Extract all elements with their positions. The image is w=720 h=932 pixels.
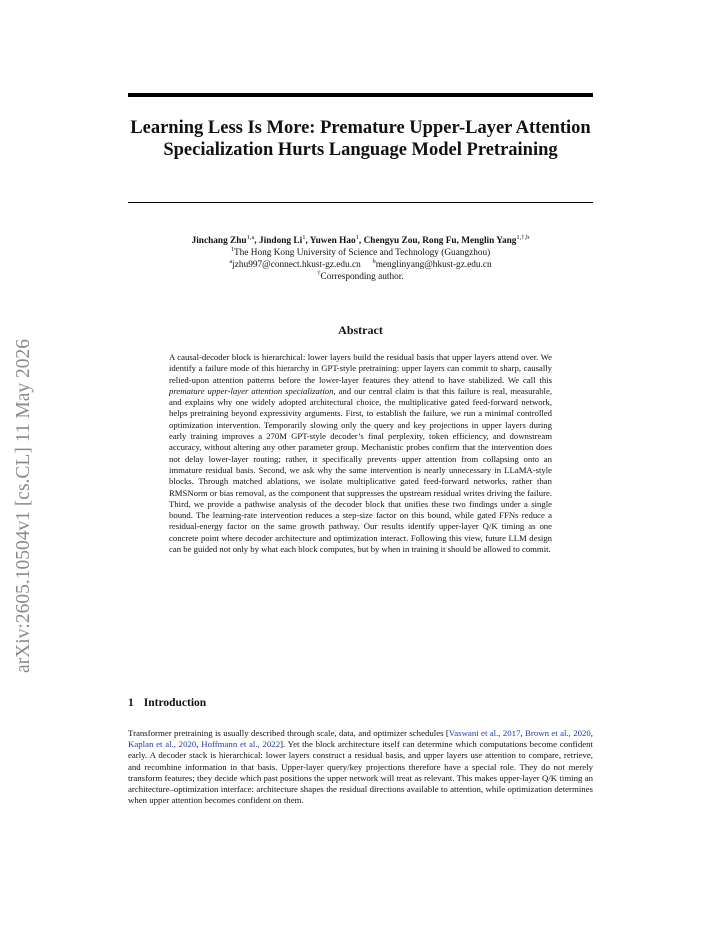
author-name: Chengyu Zou <box>363 236 418 246</box>
abstract-text: , and our central claim is that this failure is real, measurable, and explains why one widely adopted architectural choice, the multiplicative gated feed-forward network, helps pretraining beyond expressivity arguments. First, to establish the failure, we run a minimal controlled optimization intervention. Temporarily slowing only the query and key projections in upper layers during early training improves a 270M GPT-style decoder’s final perplexity, token efficiency, and downstream accuracy, without altering any other parameter group. Mechanistic probes confirm that the intervention does not delay lower-layer routing; rather, it specifically prevents upper attention from collapsing onto an immature residual basis. Second, we ask why the same intervention is nearly unnecessary in LLaMA-style blocks. Through matched ablations, we isolate multiplicative gated feed-forward networks, rather than RMSNorm or bias removal, as the component that suppresses the upstream residual writes driving the failure. Third, we provide a pathwise analysis of the decoder block that unifies these two findings under a single bound. The learning-rate intervention reduces a step-size factor on this bound, while gated FFNs reduce a residual-energy factor on the same growth pathway. Our results identify upper-layer Q/K timing as one concrete point where decoder architecture and optimization interact. Following this view, future LLM design can be guided not only by what each block computes, but by when in training it should be allowed to commit. <box>169 385 552 555</box>
corresponding-text: Corresponding author. <box>320 272 404 282</box>
title-bottom-rule <box>128 202 593 203</box>
intro-text: Transformer pretraining is usually described through scale, data, and optimizer schedules [ <box>128 728 449 738</box>
author-block <box>128 235 593 283</box>
title-top-rule <box>128 93 593 97</box>
section-number: 1 <box>128 697 134 709</box>
abstract-text: A causal-decoder block is hierarchical: lower layers build the residual basis that upper layers attend over. We identify a failure mode of this hierarchy in GPT-style pretraining: upper layers can commit to sharp, causally relied-upon attention patterns before the lower-layer features they attend to have stabilized. We call this <box>169 352 552 385</box>
author-marker: 1,a <box>246 233 255 241</box>
author-marker: 1 <box>302 233 306 241</box>
corresponding-marker: † <box>317 269 321 277</box>
author-name: Jinchang Zhu <box>191 236 247 246</box>
email-address: menglinyang@hkust-gz.edu.cn <box>375 260 492 270</box>
affiliation-text: The Hong Kong University of Science and Technology (Guangzhou) <box>233 248 491 258</box>
citation-link[interactable]: Hoffmann et al., 2022 <box>201 739 281 750</box>
section-heading-introduction <box>128 697 593 709</box>
intro-text: ]. Yet the block architecture itself can determine which computations become confident early. A decoder stack is hierarchical: lower layers construct a residual basis, and upper layers use attention to compare, retrieve, and recombine information in that basis. Upper-layer query/key projections therefore have a special role. They do not merely transform features; they decide which past positions the upper network will treat as relevant. This makes upper-layer Q/K timing an architecture–optimization interface: architecture shapes the residual directions available to attention, while optimization determines when upper attention becomes confident on them. <box>128 739 593 806</box>
citation-link[interactable]: Vaswani et al., 2017 <box>448 728 521 738</box>
author-list: Jinchang Zhu$^{1,a}$, Jindong Li$^1$, Yuwen Hao$^1$, Chengyu Zou, Rong Fu, Menglin Yang$^{1,\dagger,b}$ <box>191 233 530 246</box>
author-name: Yuwen Hao <box>309 236 356 246</box>
section-title: Introduction <box>143 697 207 709</box>
author-marker: 1,†,b <box>516 233 530 241</box>
affiliation-marker: 1 <box>230 245 234 253</box>
email-address: jzhu997@connect.hkust-gz.edu.cn <box>232 260 361 270</box>
author-name: Menglin Yang <box>461 236 517 246</box>
email-marker: a <box>229 257 233 265</box>
abstract-heading: Abstract <box>338 323 383 337</box>
email-marker: b <box>372 257 376 265</box>
corresponding-author-note <box>128 271 593 283</box>
introduction-paragraph: Transformer pretraining is usually described through scale, data, and optimizer schedules [Vaswani et al., 2017, Brown et al., 2020, Kaplan et al., 2020, Hoffmann et al., 2022]. Yet the block architecture itself can determine which computations become confident early. A decoder stack is hierarchical: lower layers construct a residual basis, and upper layers use attention to compare, retrieve, and recombine information in that basis. Upper-layer query/key projections therefore have a special role. They do not merely transform features; they decide which past positions the upper network will treat as relevant. This makes upper-layer Q/K timing an architecture–optimization interface: architecture shapes the residual directions available to attention, while optimization determines when upper attention becomes confident on them. <box>128 728 593 806</box>
affiliation <box>128 247 593 259</box>
arxiv-identifier-stamp: arXiv:2605.10504v1 [cs.CL] 11 May 2026 <box>13 339 34 673</box>
citation-link[interactable]: Kaplan et al., 2020 <box>128 739 197 750</box>
paper-title: Learning Less Is More: Premature Upper-Layer Attention Specialization Hurts Language Model Pretraining <box>130 118 591 160</box>
abstract-body <box>169 352 552 555</box>
author-name: Jindong Li <box>259 236 303 246</box>
abstract-emphasis: premature upper-layer attention specialization <box>169 385 334 396</box>
author-marker: 1 <box>355 233 359 241</box>
author-name: Rong Fu <box>422 236 457 246</box>
email-line <box>128 259 593 271</box>
citation-link[interactable]: Brown et al., 2020 <box>525 728 591 738</box>
